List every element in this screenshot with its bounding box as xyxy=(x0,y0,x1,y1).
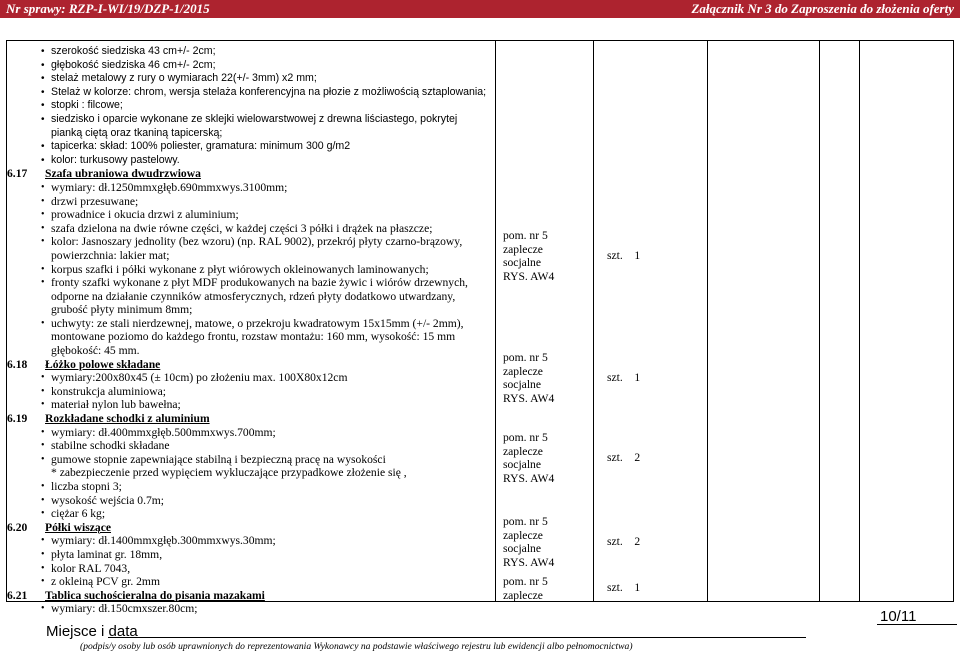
location-line: pom. nr 5 xyxy=(503,351,548,364)
item-number: 6.18 xyxy=(7,357,28,371)
spec-line xyxy=(7,276,495,290)
spec-line xyxy=(7,330,495,344)
quantity-cell: szt. 2 xyxy=(607,535,641,548)
spec-line xyxy=(7,562,495,576)
location-line: socjalne xyxy=(503,378,541,392)
bullet-icon: • xyxy=(41,277,45,289)
bullet-icon: • xyxy=(41,73,45,85)
bullet-icon: • xyxy=(41,562,45,574)
bullet-icon: • xyxy=(41,209,45,221)
location-line: socjalne xyxy=(503,542,541,556)
bullet-icon: • xyxy=(41,399,45,411)
item-title: Szafa ubraniowa dwudrzwiowa xyxy=(45,167,201,181)
spec-line xyxy=(7,72,495,86)
location-line: zaplecze xyxy=(503,528,543,542)
location-line: RYS. AW4 xyxy=(503,471,555,485)
spec-text: gumowe stopnie zapewniające stabilną i bezpieczną pracę na wysokości xyxy=(51,452,386,466)
spec-text: pianką ciętą oraz tkaniną tapicerską; xyxy=(51,126,223,139)
spec-line xyxy=(7,385,495,399)
location-line: zaplecze xyxy=(503,444,543,458)
item-number: 6.17 xyxy=(7,167,28,181)
location-line: socjalne xyxy=(503,458,541,472)
spec-line xyxy=(7,235,495,249)
spec-line xyxy=(7,154,495,168)
spec-line xyxy=(7,548,495,562)
column-divider-4 xyxy=(819,41,820,601)
location-line: pom. nr 5 xyxy=(503,575,548,588)
column-divider-5 xyxy=(859,41,860,601)
spec-text: stelaż metalowy z rury o wymiarach 22(+/- 3mm) x2 mm; xyxy=(51,72,317,85)
spec-text: stopki : filcowe; xyxy=(51,99,123,112)
spec-line xyxy=(7,575,495,589)
spec-text: siedzisko i oparcie wykonane ze sklejki wielowarstwowej z drewna liściastego, pokrytej xyxy=(51,112,458,125)
spec-line xyxy=(7,494,495,508)
quantity-cell: szt. 2 xyxy=(607,451,641,464)
location-line: zaplecze xyxy=(503,364,543,378)
footer-note: (podpis/y osoby lub osób uprawnionych do reprezentowania Wykonawcy na podstawie właściwego rejestru lub ewidencji albo pełnomocnictwa) xyxy=(80,641,633,652)
spec-line xyxy=(7,398,495,412)
spec-text: kolor: turkusowy pastelowy. xyxy=(51,153,180,166)
bullet-icon: • xyxy=(41,440,45,452)
spec-text: ciężar 6 kg; xyxy=(51,507,106,521)
location-line: pom. nr 5 xyxy=(503,515,548,528)
bullet-icon: • xyxy=(41,100,45,112)
item-title: Łóżko polowe składane xyxy=(45,357,161,371)
spec-text: głębokość: 45 mm. xyxy=(51,344,140,358)
column-divider-1 xyxy=(495,41,496,601)
item-title-row xyxy=(7,589,495,603)
spec-text: wysokość wejścia 0.7m; xyxy=(51,493,165,507)
quantity-cell: szt. 1 xyxy=(607,249,641,262)
location-line: pom. nr 5 xyxy=(503,229,548,242)
spec-line xyxy=(7,45,495,59)
item-title: Półki wiszące xyxy=(45,520,112,534)
item-title: Rozkładane schodki z aluminium xyxy=(45,412,210,426)
spec-text: kolor RAL 7043, xyxy=(51,561,131,575)
location-block xyxy=(503,351,554,405)
spec-line xyxy=(7,453,495,467)
bullet-icon: • xyxy=(41,548,45,560)
spec-text: wymiary: dł.150cmxszer.80cm; xyxy=(51,602,198,616)
bullet-icon: • xyxy=(41,372,45,384)
bullet-icon: • xyxy=(41,426,45,438)
spec-line xyxy=(7,86,495,100)
spec-line xyxy=(7,249,495,263)
column-divider-2 xyxy=(593,41,594,601)
location-block xyxy=(503,229,554,283)
spec-text: fronty szafki wykonane z płyt MDF produkowanych na bazie żywic i wiórów drzewnych, xyxy=(51,276,468,290)
spec-line xyxy=(7,426,495,440)
spec-text: powierzchnia: lakier mat; xyxy=(51,248,170,262)
spec-line xyxy=(7,263,495,277)
spec-line xyxy=(7,181,495,195)
spec-text: stabilne schodki składane xyxy=(51,439,170,453)
item-title-row xyxy=(7,521,495,535)
spec-text: korpus szafki i półki wykonane z płyt wiórowych okleinowanych laminowanych; xyxy=(51,262,429,276)
spec-text: wymiary:200x80x45 (± 10cm) po złożeniu max. 100X80x12cm xyxy=(51,371,348,385)
spec-line xyxy=(7,602,495,616)
attachment-title: Załącznik Nr 3 do Zaproszenia do złożenia oferty xyxy=(691,1,954,16)
bullet-icon: • xyxy=(41,453,45,465)
bullet-icon: • xyxy=(41,236,45,248)
spec-text: wymiary: dł.400mmxgłęb.500mmxwys.700mm; xyxy=(51,425,276,439)
spec-line xyxy=(7,534,495,548)
bullet-icon: • xyxy=(41,141,45,153)
spec-text: szerokość siedziska 43 cm+/- 2cm; xyxy=(51,45,216,57)
quantity-cell: szt. 1 xyxy=(607,371,641,384)
bullet-icon: • xyxy=(41,86,45,98)
spec-text: z okleiną PCV gr. 2mm xyxy=(51,575,160,589)
bullet-icon: • xyxy=(41,59,45,71)
item-descriptions xyxy=(7,45,495,616)
quantity-cell: szt. 1 xyxy=(607,581,641,594)
spec-line xyxy=(7,208,495,222)
location-line: RYS. AW4 xyxy=(503,391,555,405)
item-number: 6.20 xyxy=(7,520,28,534)
spec-text: odporne na działanie czynników atmosferycznych, rdzeń płyty dodatkowo utwardzany, xyxy=(51,289,456,303)
document-header xyxy=(0,0,960,18)
item-title-row xyxy=(7,358,495,372)
spec-text: liczba stopni 3; xyxy=(51,480,122,493)
item-title: Tablica suchościeralna do pisania mazakami xyxy=(45,588,265,602)
bullet-icon: • xyxy=(41,181,45,193)
spec-text: płyta laminat gr. 18mm, xyxy=(51,547,163,561)
bullet-icon: • xyxy=(41,603,45,615)
location-block xyxy=(503,431,554,485)
top-separator xyxy=(7,40,953,41)
signature-label: Miejsce i data xyxy=(46,623,138,640)
spec-line xyxy=(7,371,495,385)
bullet-icon: • xyxy=(41,113,45,125)
spec-line xyxy=(7,290,495,304)
bullet-icon: • xyxy=(41,481,45,492)
location-line: pom. nr 5 xyxy=(503,431,548,444)
spec-line xyxy=(7,507,495,521)
location-line: RYS. AW4 xyxy=(503,555,555,569)
spec-line xyxy=(7,317,495,331)
location-block xyxy=(503,575,548,602)
spec-line xyxy=(7,439,495,453)
bullet-icon: • xyxy=(41,317,45,329)
spec-line xyxy=(7,466,495,480)
item-title-row xyxy=(7,167,495,181)
signature-line xyxy=(108,637,806,638)
spec-text: kolor: Jasnoszary jednolity (bez wzoru) (np. RAL 9002), przekrój płyty czarno-brązowy, xyxy=(51,235,463,249)
bullet-icon: • xyxy=(41,576,45,588)
page-number-rule xyxy=(877,624,957,625)
spec-text: * zabezpieczenie przed wypięciem wykluczające przypadkowe złożenie się , xyxy=(51,466,407,480)
spec-line xyxy=(7,303,495,317)
column-divider-3 xyxy=(707,41,708,601)
bullet-icon: • xyxy=(41,222,45,234)
spec-line xyxy=(7,480,495,494)
spec-line xyxy=(7,140,495,154)
spec-text: Stelaż w kolorze: chrom, wersja stelaża konferencyjna na płozie z możliwością sztaplowania; xyxy=(51,85,487,98)
spec-text: wymiary: dł.1400mmxgłęb.300mmxwys.30mm; xyxy=(51,534,276,548)
spec-line xyxy=(7,113,495,127)
spec-line xyxy=(7,59,495,73)
spec-line xyxy=(7,127,495,141)
specification-table xyxy=(6,40,954,616)
spec-text: uchwyty: ze stali nierdzewnej, matowe, o przekroju kwadratowym 15x15mm (+/- 2mm), xyxy=(51,316,464,330)
item-number: 6.19 xyxy=(7,412,28,426)
page-number: 10/11 xyxy=(880,608,917,625)
spec-text: montowane poziomo do każdego frontu, rozstaw montażu: 160 mm, wysokość: 15 mm xyxy=(51,330,456,344)
spec-text: szafa dzielona na dwie równe części, w każdej części 3 półki i drążek na płaszcze; xyxy=(51,221,433,235)
spec-line xyxy=(7,222,495,236)
spec-text: grubość płyty minimum 8mm; xyxy=(51,303,193,317)
case-number: Nr sprawy: RZP-I-WI/19/DZP-1/2015 xyxy=(6,1,210,16)
location-line: socjalne xyxy=(503,256,541,270)
bullet-icon: • xyxy=(41,535,45,547)
item-number: 6.21 xyxy=(7,588,28,602)
bullet-icon: • xyxy=(41,263,45,275)
spec-text: tapicerka: skład: 100% poliester, gramatura: minimum 300 g/m2 xyxy=(51,140,351,153)
spec-text: prowadnice i okucia drzwi z aluminium; xyxy=(51,208,239,222)
item-title-row xyxy=(7,412,495,426)
bullet-icon: • xyxy=(41,46,45,57)
spec-line xyxy=(7,99,495,113)
location-block xyxy=(503,515,554,569)
bullet-icon: • xyxy=(41,154,45,166)
spec-line xyxy=(7,344,495,358)
spec-text: głębokość siedziska 46 cm+/- 2cm; xyxy=(51,58,216,71)
bullet-icon: • xyxy=(41,494,45,506)
bullet-icon: • xyxy=(41,195,45,207)
spec-text: wymiary: dł.1250mmxgłęb.690mmxwys.3100mm; xyxy=(51,180,288,194)
spec-line xyxy=(7,195,495,209)
spec-text: drzwi przesuwane; xyxy=(51,194,139,208)
spec-text: materiał nylon lub bawełna; xyxy=(51,398,181,412)
location-line: RYS. AW4 xyxy=(503,269,555,283)
spec-text: konstrukcja aluminiowa; xyxy=(51,384,166,398)
bullet-icon: • xyxy=(41,508,45,520)
location-line: zaplecze xyxy=(503,588,543,602)
bullet-icon: • xyxy=(41,385,45,397)
location-line: zaplecze xyxy=(503,242,543,256)
